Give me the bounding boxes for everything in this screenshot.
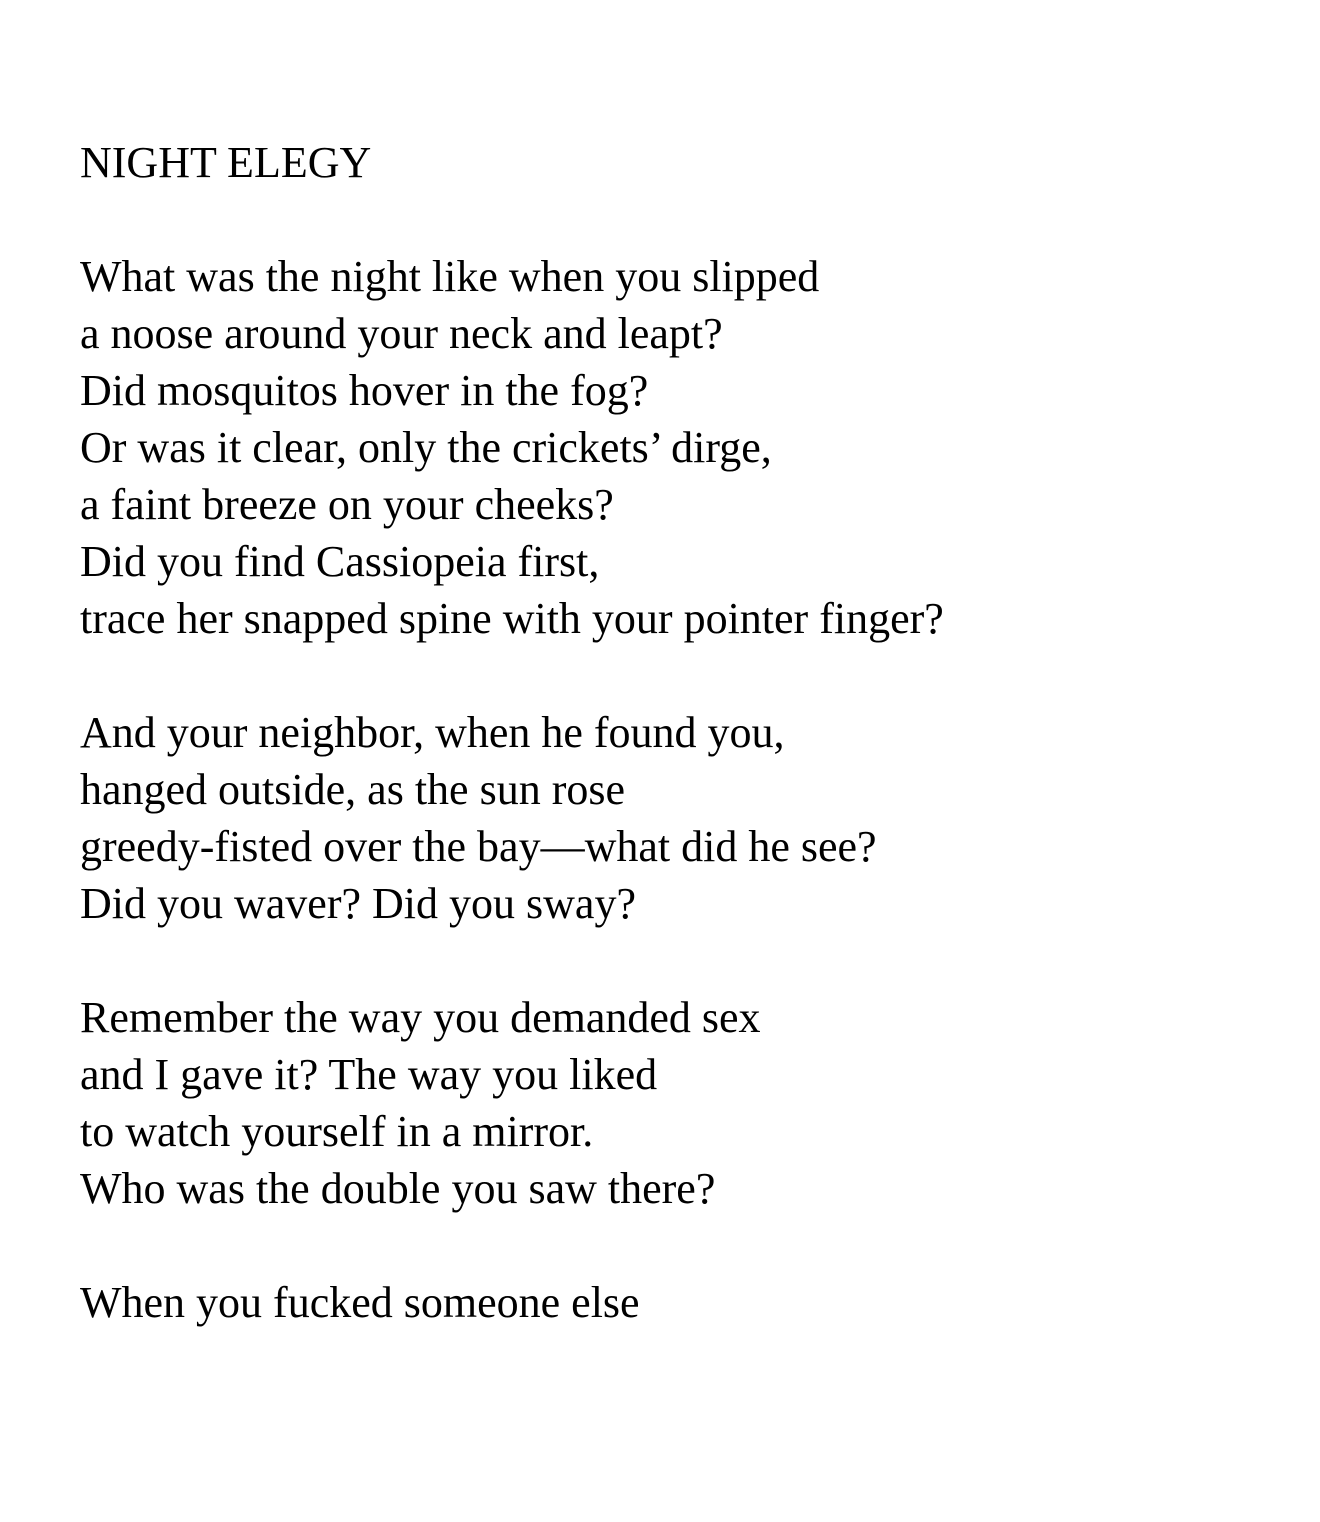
poem-line: Did mosquitos hover in the fog?	[80, 366, 649, 415]
poem-line: and I gave it? The way you liked	[80, 1050, 658, 1099]
poem-stanza-1	[80, 248, 1300, 647]
poem-line: greedy-fisted over the bay—what did he see?	[80, 822, 877, 871]
poem-line: hanged outside, as the sun rose	[80, 765, 625, 814]
poem-line: a noose around your neck and leapt?	[80, 309, 723, 358]
poem-line: What was the night like when you slipped	[80, 252, 820, 301]
poem-body	[80, 134, 1300, 1331]
poem-line: Remember the way you demanded sex	[80, 993, 761, 1042]
poem-title: NIGHT ELEGY	[80, 138, 372, 187]
poem-line: Or was it clear, only the crickets’ dirge,	[80, 423, 772, 472]
poem-line: trace her snapped spine with your pointer finger?	[80, 594, 944, 643]
poem-stanza-2	[80, 704, 1300, 932]
poem-line: Did you find Cassiopeia first,	[80, 537, 600, 586]
poem-line: a faint breeze on your cheeks?	[80, 480, 614, 529]
poem-line: Did you waver? Did you sway?	[80, 879, 636, 928]
poem-line: And your neighbor, when he found you,	[80, 708, 785, 757]
poem-line: Who was the double you saw there?	[80, 1164, 716, 1213]
poem-stanza-4	[80, 1274, 1300, 1331]
poem-stanza-3	[80, 989, 1300, 1217]
poem-line: When you fucked someone else	[80, 1278, 640, 1327]
poem-line: to watch yourself in a mirror.	[80, 1107, 594, 1156]
